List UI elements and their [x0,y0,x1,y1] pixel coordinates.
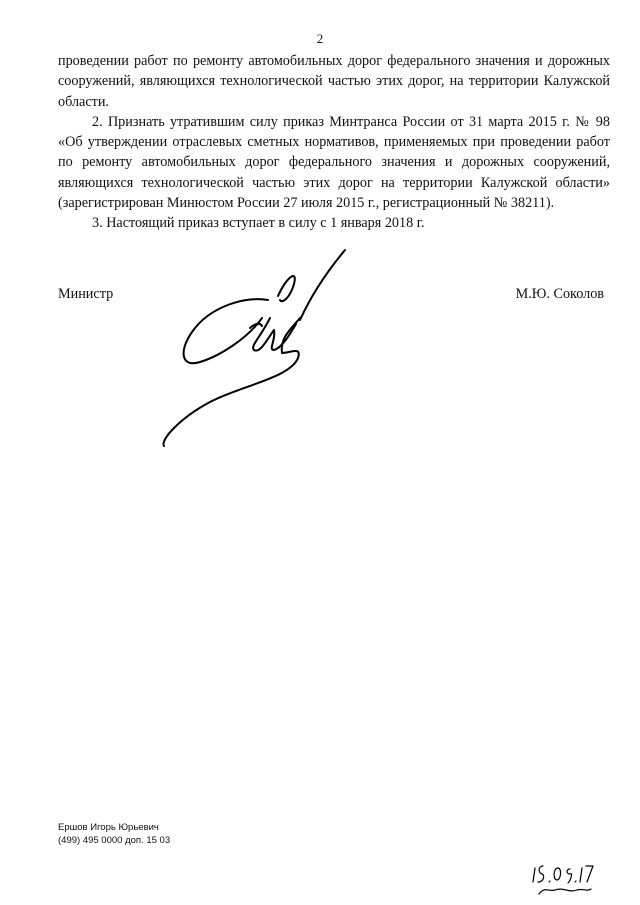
document-body [58,51,610,234]
handwritten-signature [150,238,360,453]
signatory-title: Министр [58,286,114,302]
paragraph-continuation: проведении работ по ремонту автомобильных дорог федерального значения и дорожных сооружений, являющихся технологической частью этих дорог, на территории Калужской области. [58,53,610,110]
executor-phone: (499) 495 0000 доп. 15 03 [58,834,171,846]
signatory-name: М.Ю. Соколов [515,286,604,302]
paragraph-3: 3. Настоящий приказ вступает в силу с 1 января 2018 г. [92,215,425,232]
handwritten-date-note [525,860,605,900]
page-number: 2 [316,31,324,46]
paragraph-2: 2. Признать утратившим силу приказ Минтранса России от 31 марта 2015 г. № 98 «Об утверждении отраслевых сметных нормативов, применяемых при проведении работ по ремонту автомобильных дорог федерального значения и дорожных сооружений, являющихся технологической частью этих дорог на территории Калужской области» (зарегистрирован Минюстом России 27 июля 2015 г., регистрационный № 38211). [58,113,610,212]
executor-info [58,822,170,847]
executor-name: Ершов Игорь Юрьевич [58,822,159,833]
